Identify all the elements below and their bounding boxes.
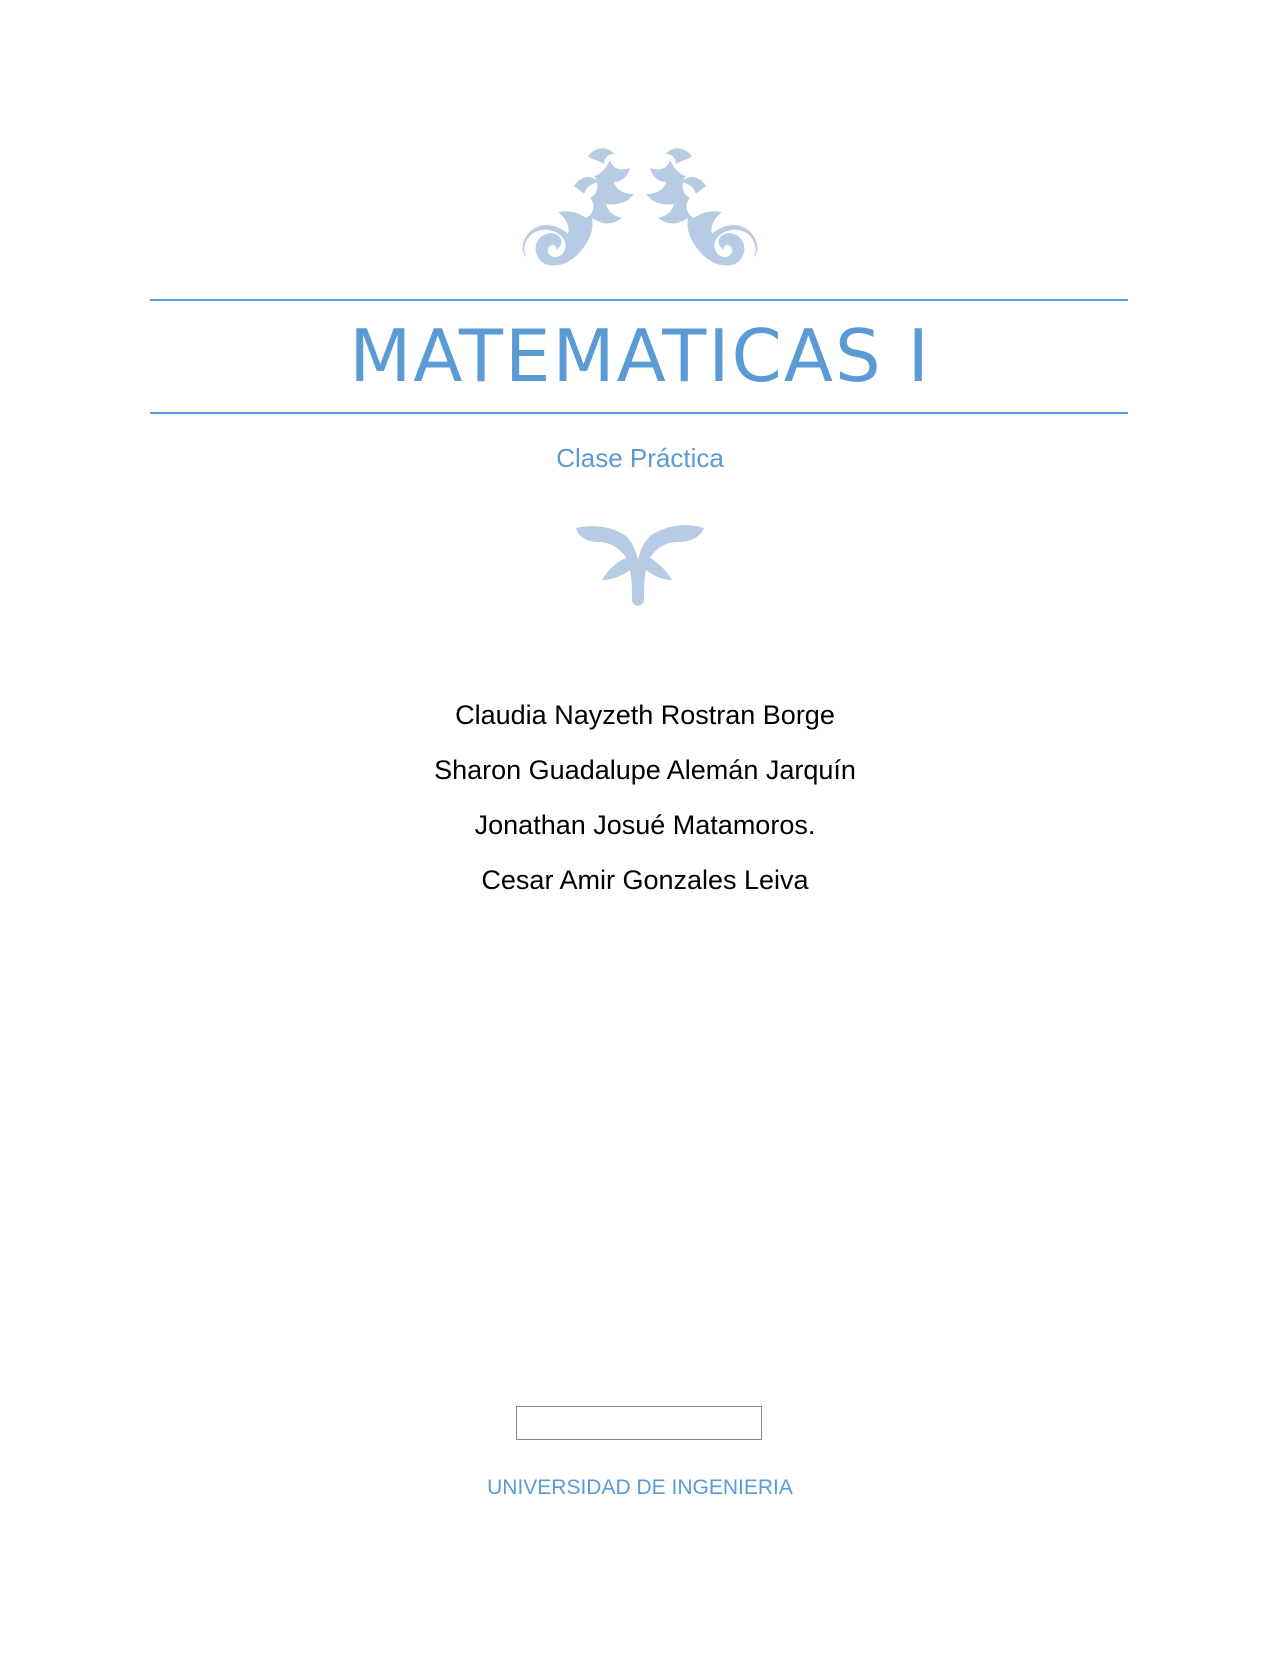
floral-scroll-ornament-icon bbox=[518, 146, 762, 278]
author-name: Claudia Nayzeth Rostran Borge bbox=[455, 700, 835, 730]
fleur-ornament-icon bbox=[574, 520, 706, 606]
author-name: Cesar Amir Gonzales Leiva bbox=[481, 865, 809, 895]
author-name: Jonathan Josué Matamoros. bbox=[474, 810, 816, 840]
author-list bbox=[0, 688, 1280, 908]
date-field[interactable] bbox=[516, 1406, 762, 1440]
document-title: MATEMATICAS I bbox=[349, 314, 931, 398]
document-subtitle: Clase Práctica bbox=[556, 443, 724, 473]
author-name: Sharon Guadalupe Alemán Jarquín bbox=[434, 755, 856, 785]
title-bottom-rule bbox=[150, 412, 1128, 414]
title-top-rule bbox=[150, 299, 1128, 301]
institution-name: UNIVERSIDAD DE INGENIERIA bbox=[487, 1476, 793, 1499]
